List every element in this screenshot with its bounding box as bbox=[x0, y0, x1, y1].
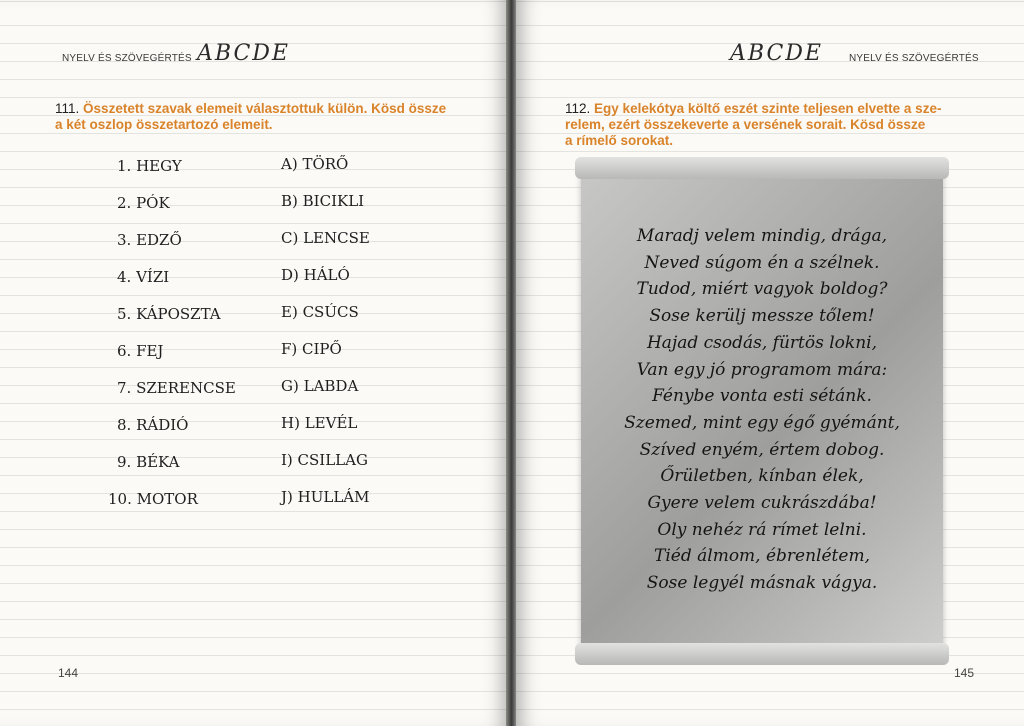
list-item: 7. SZERENCSE bbox=[117, 379, 236, 397]
right-header-title: NYELV ÉS SZÖVEGÉRTÉS bbox=[849, 53, 979, 64]
page-number-right: 145 bbox=[954, 666, 975, 680]
poem-text bbox=[581, 223, 943, 597]
poem-line: Tiéd álmom, ébrenlétem, bbox=[654, 546, 870, 567]
list-item: 9. BÉKA bbox=[117, 453, 180, 471]
list-item: B) BICIKLI bbox=[281, 192, 365, 210]
task-112-text-line2: relem, ezért összekeverte a versének sorait. Kösd össze bbox=[565, 117, 926, 132]
poem-line: Tudod, miért vagyok boldog? bbox=[636, 279, 888, 300]
list-item: 10. MOTOR bbox=[108, 490, 198, 508]
list-item: A) TÖRŐ bbox=[281, 155, 349, 173]
scroll-top-roll bbox=[575, 157, 949, 179]
left-header-letters: ABCDE bbox=[197, 41, 290, 66]
list-item: 3. EDZŐ bbox=[117, 231, 182, 249]
task-111-text-line1: Összetett szavak elemeit választottuk külön. Kösd össze bbox=[83, 101, 447, 116]
list-item: E) CSÚCS bbox=[281, 303, 359, 321]
poem-line: Maradj velem mindig, drága, bbox=[636, 226, 888, 246]
poem-line: Sose kerülj messze tőlem! bbox=[649, 306, 875, 327]
task-112-text-line1: Egy kelekótya költő eszét szinte teljesen elvette a sze- bbox=[594, 101, 942, 116]
poem-line: Gyere velem cukrászdába! bbox=[647, 493, 877, 514]
poem-line: Oly nehéz rá rímet lelni. bbox=[657, 519, 867, 540]
list-item: 6. FEJ bbox=[117, 342, 164, 360]
right-header-letters: ABCDE bbox=[730, 41, 823, 66]
list-item: F) CIPŐ bbox=[281, 340, 342, 358]
task-112 bbox=[565, 101, 1005, 149]
task-111-number: 111. bbox=[55, 101, 80, 116]
poem-line: Hajad csodás, fürtös lokni, bbox=[646, 332, 877, 353]
task-111 bbox=[55, 101, 495, 133]
list-item: C) LENCSE bbox=[281, 229, 370, 247]
list-item: H) LEVÉL bbox=[281, 414, 358, 432]
scroll-bottom-roll bbox=[575, 643, 949, 665]
left-header-title: NYELV ÉS SZÖVEGÉRTÉS bbox=[62, 53, 192, 64]
poem-line: Őrületben, kínban élek, bbox=[660, 466, 864, 487]
task-111-text-line2: a két oszlop összetartozó elemeit. bbox=[55, 117, 273, 132]
list-item: 5. KÁPOSZTA bbox=[117, 305, 221, 323]
poem-line: Fénybe vonta esti sétánk. bbox=[652, 386, 872, 407]
list-item: 1. HEGY bbox=[117, 157, 182, 175]
page-number-left: 144 bbox=[58, 666, 79, 680]
poem-line: Van egy jó programom mára: bbox=[636, 359, 888, 380]
list-item: 8. RÁDIÓ bbox=[117, 416, 189, 434]
task-112-number: 112. bbox=[565, 101, 591, 116]
list-item: I) CSILLAG bbox=[281, 451, 368, 469]
poem-line: Sose legyél másnak vágya. bbox=[646, 573, 878, 594]
list-item: 4. VÍZI bbox=[117, 268, 170, 286]
poem-line: Neved súgom én a szélnek. bbox=[644, 252, 880, 273]
poem-line: Szemed, mint egy égő gyémánt, bbox=[624, 412, 900, 433]
list-item: G) LABDA bbox=[281, 377, 359, 395]
list-item: D) HÁLÓ bbox=[281, 266, 350, 284]
poem-line: Szíved enyém, értem dobog. bbox=[639, 439, 885, 460]
left-page bbox=[0, 0, 508, 726]
parchment-scroll-image bbox=[581, 165, 943, 655]
list-item: J) HULLÁM bbox=[281, 488, 370, 506]
task-112-text-line3: a rímelő sorokat. bbox=[565, 133, 674, 148]
list-item: 2. PÓK bbox=[117, 194, 170, 212]
